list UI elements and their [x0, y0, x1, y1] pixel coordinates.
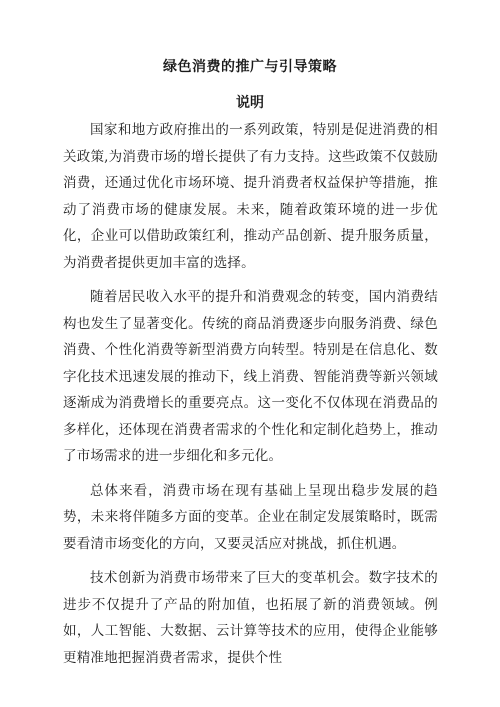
document-body [63, 117, 438, 679]
paragraph: 总体来看，消费市场在现有基础上呈现出稳步发展的趋势，未来将伴随多方面的变革。企业在制定发展策略时，既需要看清市场变化的方向，又要灵活应对挑战，抓住机遇。 [63, 482, 438, 552]
paragraph: 国家和地方政府推出的一系列政策，特别是促进消费的相关政策,为消费市场的增长提供了有力支持。这些政策不仅鼓励消费，还通过优化市场环境、提升消费者权益保护等措施，推动了消费市场的健康发展。未来，随着政策环境的进一步优化，企业可以借助政策红利，推动产品创新、提升服务质量，为消费者提供更加丰富的选择。 [63, 122, 438, 271]
section-heading: 说明 [236, 95, 264, 111]
document-title: 绿色消费的推广与引导策略 [163, 59, 337, 75]
paragraph: 随着居民收入水平的提升和消费观念的转变，国内消费结构也发生了显著变化。传统的商品消费逐步向服务消费、绿色消费、个性化消费等新型消费方向转型。特别是在信息化、数字化技术迅速发展的推动下，线上消费、智能消费等新兴领域逐渐成为消费增长的重要亮点。这一变化不仅体现在消费品的多样化，还体现在消费者需求的个性化和定制化趋势上，推动了市场需求的进一步细化和多元化。 [63, 289, 438, 464]
paragraph: 技术创新为消费市场带来了巨大的变革机会。数字技术的进步不仅提升了产品的附加值，也拓展了新的消费领域。例如，人工智能、大数据、云计算等技术的应用，使得企业能够更精准地把握消费者需求，提供个性 [63, 570, 438, 666]
